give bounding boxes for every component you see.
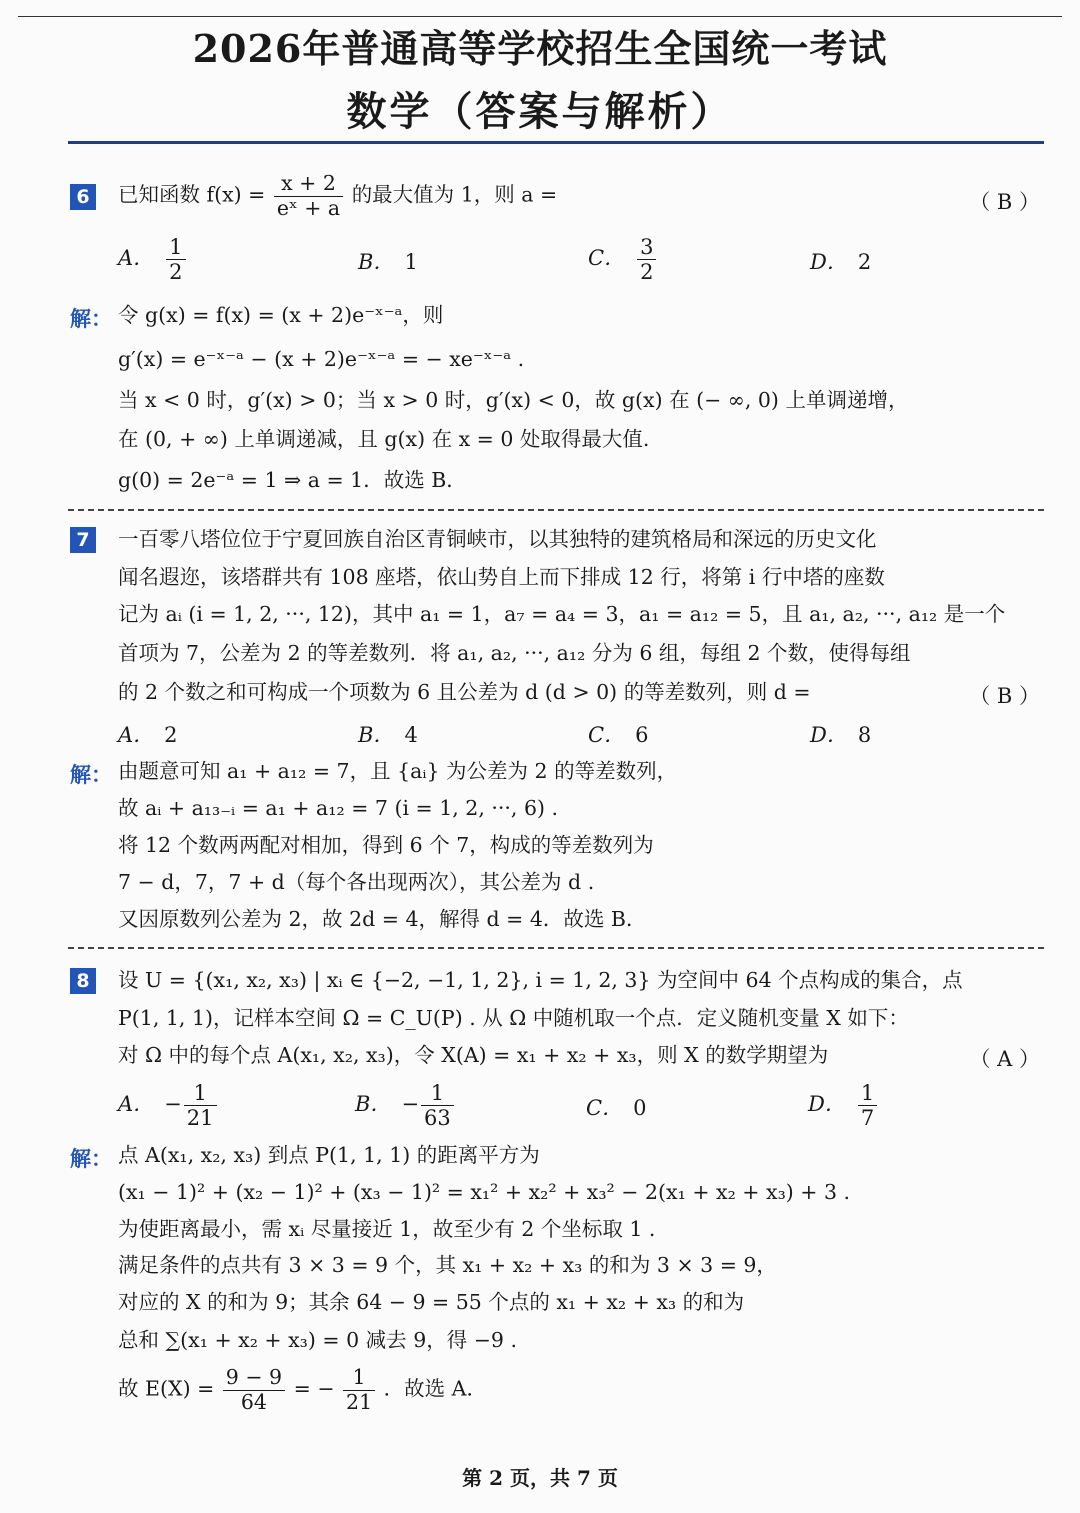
question-7-stem-line: 记为 aᵢ (i = 1, 2, ···, 12)，其中 a₁ = 1，a₇ = a₄ = 3，a₁ = a₁₂ = 5，且 a₁, a₂, ···, a₁₂ 是一个 — [118, 602, 1006, 626]
q7-option-c: C． 6 — [588, 723, 649, 747]
q6-solution-line: g′(x) = e⁻ˣ⁻ᵃ − (x + 2)e⁻ˣ⁻ᵃ = − xe⁻ˣ⁻ᵃ . — [118, 347, 525, 371]
question-8-stem-line: P(1, 1, 1)，记样本空间 Ω = C_U(P) . 从 Ω 中随机取一个点．定义随机变量 X 如下： — [118, 1006, 909, 1030]
q8-option-c: C． 0 — [586, 1096, 647, 1120]
q8-solution-line: 为使距离最小，需 xᵢ 尽量接近 1，故至少有 2 个坐标取 1 . — [118, 1217, 656, 1241]
question-8-stem-line: 设 U = {(x₁, x₂, x₃) | xᵢ ∈ {−2, −1, 1, 2}, i = 1, 2, 3} 为空间中 64 个点构成的集合，点 — [118, 968, 963, 992]
q6-solution-label: 解： — [70, 306, 112, 331]
q6-option-a: A． $\frac{1}{2}$ — [118, 235, 188, 284]
q7-option-d: D． 8 — [810, 723, 872, 747]
question-number-7: 7 — [70, 527, 96, 553]
q8-solution-line: 满足条件的点共有 3 × 3 = 9 个，其 x₁ + x₂ + x₃ 的和为 3 × 3 = 9， — [118, 1253, 777, 1277]
q7-solution-line: 由题意可知 a₁ + a₁₂ = 7，且 {aᵢ} 为公差为 2 的等差数列， — [118, 759, 678, 783]
q6-option-c: C． $\frac{3}{2}$ — [588, 235, 658, 284]
q7-option-a: A． 2 — [118, 723, 178, 747]
q6-solution-line: g(0) = 2e⁻ᵃ = 1 ⇒ a = 1．故选 B． — [118, 468, 467, 492]
top-rule — [18, 16, 1062, 17]
q6-stem-post: 的最大值为 1，则 a = — [351, 182, 558, 207]
question-number-8: 8 — [70, 968, 96, 994]
question-7-stem-line: 一百零八塔位位于宁夏回族自治区青铜峡市，以其独特的建筑格局和深远的历史文化 — [118, 527, 877, 551]
q7-solution-line: 7 − d，7，7 + d（每个各出现两次），其公差为 d . — [118, 870, 595, 894]
q6-solution-line: 在 (0, + ∞) 上单调递减，且 g(x) 在 x = 0 处取得最大值. — [118, 427, 650, 451]
q7-solution-line: 将 12 个数两两配对相加，得到 6 个 7，构成的等差数列为 — [118, 833, 654, 857]
header-rule — [68, 141, 1044, 144]
question-8-stem-line: 对 Ω 中的每个点 A(x₁, x₂, x₃)，令 X(A) = x₁ + x₂ + x₃，则 X 的数学期望为 — [118, 1043, 829, 1067]
question-number-6: 6 — [70, 184, 96, 210]
q6-option-b: B． 1 — [358, 250, 418, 274]
section-divider — [68, 947, 1044, 949]
q8-option-d: D． $\frac{1}{7}$ — [808, 1081, 879, 1130]
q8-solution-label: 解： — [70, 1146, 112, 1171]
question-7-answer: （ B ） — [969, 684, 1040, 708]
q7-solution-label: 解： — [70, 762, 112, 787]
section-divider — [68, 509, 1044, 511]
q7-solution-line: 故 aᵢ + a₁₃₋ᵢ = a₁ + a₁₂ = 7 (i = 1, 2, ···, 6) . — [118, 796, 559, 820]
question-6-stem — [118, 172, 1040, 220]
q6-stem-fraction: $\frac{x + 2}{\text{eˣ + a}}$ — [274, 172, 343, 220]
page-subtitle: 数学（答案与解析） — [346, 88, 734, 135]
q6-solution-line: 令 g(x) = f(x) = (x + 2)e⁻ˣ⁻ᵃ，则 — [118, 303, 444, 327]
q8-solution-line: 点 A(x₁, x₂, x₃) 到点 P(1, 1, 1) 的距离平方为 — [118, 1143, 540, 1167]
q8-final-expression: 故 E(X) = $\frac{9 - 9}{64}$ = − $\frac{1}{21}$ ．故选 A． — [118, 1365, 487, 1414]
q6-stem-pre: 已知函数 f(x) = — [118, 182, 266, 207]
question-7-stem-line: 闻名遐迩，该塔群共有 108 座塔，依山势自上而下排成 12 行，将第 i 行中塔的座数 — [118, 565, 885, 589]
page-footer: 第 2 页，共 7 页 — [462, 1466, 618, 1490]
question-8-answer: （ A ） — [969, 1047, 1040, 1071]
q8-solution-line: 对应的 X 的和为 9；其余 64 − 9 = 55 个点的 x₁ + x₂ + x₃ 的和为 — [118, 1290, 745, 1314]
q8-option-b: B． − $\frac{1}{63}$ — [355, 1081, 456, 1130]
question-7-stem-line: 首项为 7，公差为 2 的等差数列．将 a₁, a₂, ···, a₁₂ 分为 6 组，每组 2 个数，使得每组 — [118, 641, 911, 665]
page-title: 2026年普通高等学校招生全国统一考试 — [192, 26, 888, 71]
q7-option-b: B． 4 — [358, 723, 418, 747]
q6-solution-line: 当 x < 0 时，g′(x) > 0；当 x > 0 时，g′(x) < 0，故 g(x) 在 (− ∞, 0) 上单调递增， — [118, 388, 909, 412]
q7-solution-line: 又因原数列公差为 2，故 2d = 4，解得 d = 4．故选 B． — [118, 907, 647, 931]
q8-option-a: A． − $\frac{1}{21}$ — [118, 1081, 219, 1130]
q8-solution-line: 总和 ∑(x₁ + x₂ + x₃) = 0 减去 9，得 −9 . — [118, 1328, 517, 1352]
question-7-stem-line: 的 2 个数之和可构成一个项数为 6 且公差为 d (d > 0) 的等差数列，则 d = — [118, 680, 811, 704]
question-6-answer: （ B ） — [969, 190, 1040, 214]
q8-solution-line: (x₁ − 1)² + (x₂ − 1)² + (x₃ − 1)² = x₁² + x₂² + x₃² − 2(x₁ + x₂ + x₃) + 3 . — [118, 1180, 851, 1204]
q6-option-d: D． 2 — [810, 250, 872, 274]
